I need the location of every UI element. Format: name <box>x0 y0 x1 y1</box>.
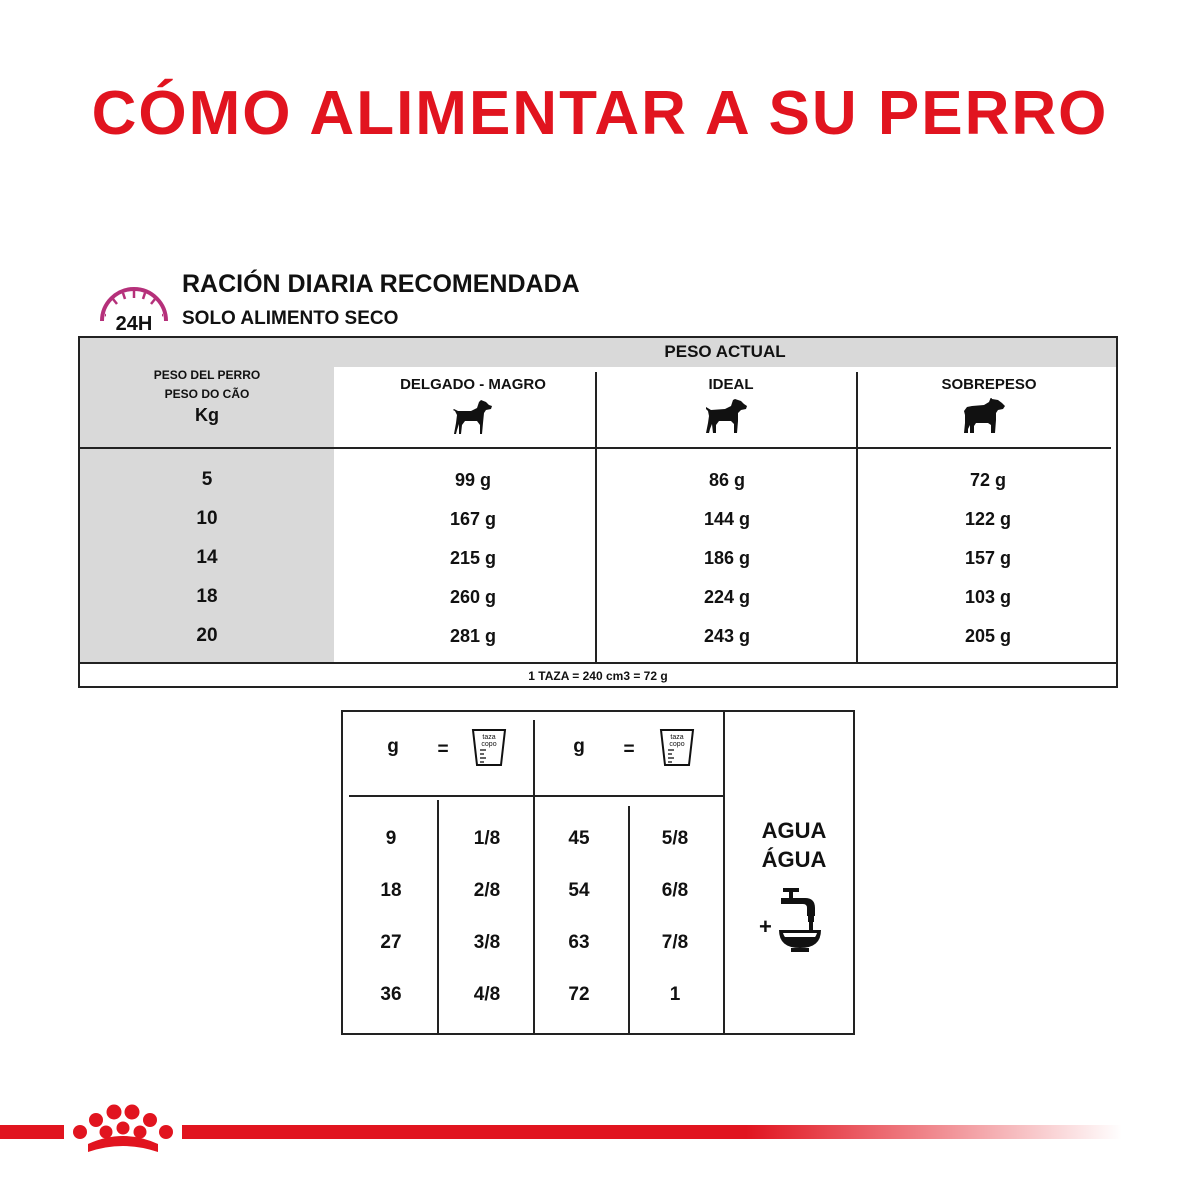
value-cell: 281 g <box>449 626 497 646</box>
cups-cell: 4/8 <box>473 984 501 1005</box>
water-label <box>733 816 855 874</box>
weight-cell: 18 <box>196 586 218 607</box>
footer-divider <box>80 662 1116 664</box>
plus-sign: + <box>759 914 772 939</box>
grams-cell: 72 <box>568 984 590 1005</box>
royal-canin-crown-icon <box>70 1102 174 1160</box>
value-cell: 72 g <box>969 470 1007 490</box>
column-divider <box>533 720 535 1033</box>
column-header-ideal: IDEAL <box>708 376 754 393</box>
weight-header-es: PESO DEL PERRO <box>153 368 261 382</box>
cup-text-pt: copo <box>481 741 497 748</box>
value-cell: 186 g <box>703 548 751 568</box>
footer-brand-line <box>0 1125 64 1139</box>
equals-sign: = <box>623 739 635 760</box>
cup-text-es: taza <box>670 734 684 741</box>
weight-cell: 20 <box>196 625 218 646</box>
value-cell: 260 g <box>449 587 497 607</box>
value-cell: 243 g <box>703 626 751 646</box>
value-cell: 224 g <box>703 587 751 607</box>
value-cell: 86 g <box>708 470 746 490</box>
cups-cell: 6/8 <box>661 880 689 901</box>
grams-cell: 9 <box>385 828 397 849</box>
ration-table <box>78 336 1118 688</box>
grams-cell: 54 <box>568 880 590 901</box>
footer-brand-line <box>182 1125 1122 1139</box>
cups-cell: 2/8 <box>473 880 501 901</box>
dog-ideal-icon <box>706 398 748 436</box>
column-divider <box>856 372 858 662</box>
value-cell: 103 g <box>964 587 1012 607</box>
section-title: RACIÓN DIARIA RECOMENDADA <box>182 270 580 298</box>
grams-cell: 36 <box>380 984 402 1005</box>
grams-cell: 45 <box>568 828 590 849</box>
water-label-es: AGUA <box>761 818 827 843</box>
cups-cell: 3/8 <box>473 932 501 953</box>
column-header-thin: DELGADO - MAGRO <box>400 376 546 393</box>
grams-header: g <box>387 736 399 757</box>
value-cell: 122 g <box>964 509 1012 529</box>
cup-conversion-table <box>341 710 855 1035</box>
column-divider <box>437 800 439 1033</box>
water-tap-bowl-icon <box>777 886 823 954</box>
value-cell: 215 g <box>449 548 497 568</box>
grams-cell: 63 <box>568 932 590 953</box>
value-cell: 157 g <box>964 548 1012 568</box>
cup-equivalence-note: 1 TAZA = 240 cm3 = 72 g <box>528 669 668 683</box>
grams-cell: 18 <box>380 880 402 901</box>
grams-cell: 27 <box>380 932 402 953</box>
water-label-pt: ÁGUA <box>761 847 827 872</box>
cups-cell: 1/8 <box>473 828 501 849</box>
column-header-overweight: SOBREPESO <box>941 376 1037 393</box>
weight-cell: 14 <box>196 547 218 568</box>
clock-label: 24H <box>115 313 153 335</box>
peso-actual-header: PESO ACTUAL <box>664 342 786 361</box>
column-divider <box>628 806 630 1033</box>
grams-header: g <box>573 736 585 757</box>
weight-header-pt: PESO DO CÃO <box>164 387 250 401</box>
value-cell: 167 g <box>449 509 497 529</box>
cups-cell: 1 <box>669 984 681 1005</box>
column-divider <box>723 712 725 1033</box>
cups-cell: 5/8 <box>661 828 689 849</box>
cups-cell: 7/8 <box>661 932 689 953</box>
equals-sign: = <box>437 739 449 760</box>
value-cell: 205 g <box>964 626 1012 646</box>
weight-cell: 5 <box>201 469 213 490</box>
weight-header <box>80 366 334 425</box>
measuring-cup-icon <box>471 728 507 768</box>
cup-text-es: taza <box>482 734 496 741</box>
value-cell: 144 g <box>703 509 751 529</box>
page-title: CÓMO ALIMENTAR A SU PERRO <box>91 79 1109 148</box>
weight-header-unit: Kg <box>195 405 219 425</box>
section-subtitle: SOLO ALIMENTO SECO <box>182 308 399 329</box>
value-cell: 99 g <box>454 470 492 490</box>
dog-thin-icon <box>451 398 493 436</box>
weight-cell: 10 <box>196 508 218 529</box>
cup-text-pt: copo <box>669 741 685 748</box>
measuring-cup-icon <box>659 728 695 768</box>
dog-overweight-icon <box>964 398 1006 436</box>
header-divider <box>349 795 723 797</box>
header-divider <box>80 447 1111 449</box>
